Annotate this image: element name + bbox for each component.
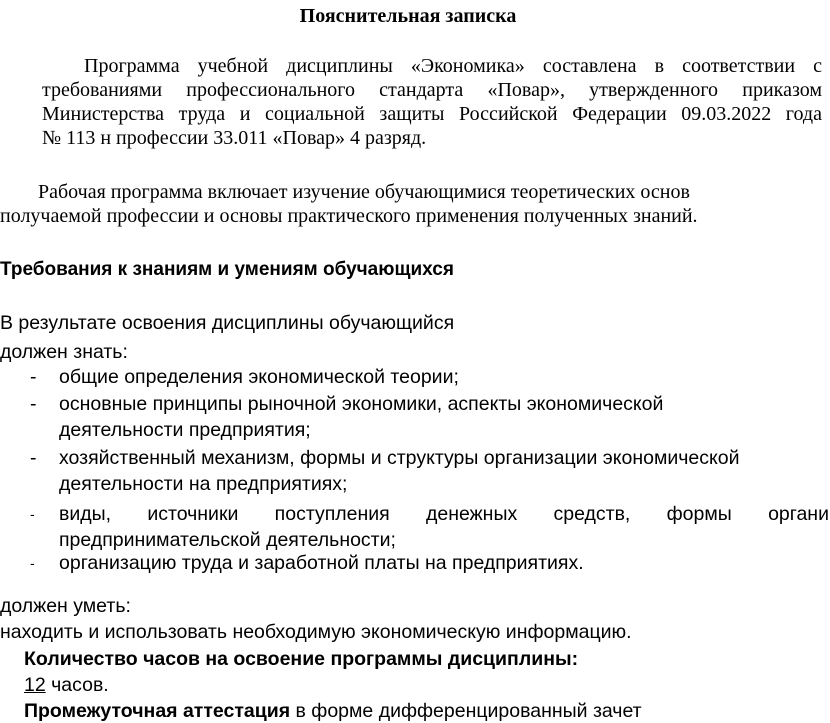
list-dash: -: [30, 447, 37, 469]
list-dash: -: [30, 506, 35, 522]
hours-unit: часов.: [45, 674, 109, 696]
list-word: формы: [666, 503, 732, 525]
result-intro: В результате освоения дисциплины обучающийся: [0, 312, 455, 334]
attestation-text: в форме дифференцированный зачет: [290, 700, 642, 722]
requirements-heading: Требования к знаниям и умениям обучающихся: [0, 259, 454, 280]
work-program-paragraph: [0, 180, 816, 228]
hours-value: 12: [24, 674, 46, 696]
hours-title: Количество часов на освоение программы дисциплины:: [24, 648, 579, 670]
work-program-line: Рабочая программа включает изучение обучающимися теоретических основ: [38, 181, 690, 203]
list-word: виды,: [59, 503, 112, 525]
list-item-text: общие определения экономической теории;: [59, 366, 459, 388]
intro-line: требованиями профессионального стандарта «Повар», утвержденного приказом: [42, 79, 822, 101]
document-title: Пояснительная записка: [299, 5, 517, 27]
list-word: источники: [147, 503, 239, 525]
list-dash: -: [30, 366, 37, 388]
list-item-text: хозяйственный механизм, формы и структуры организации экономической: [59, 447, 740, 469]
work-program-line: получаемой профессии и основы практического применения полученных знаний.: [0, 205, 698, 227]
intro-line: Министерства труда и социальной защиты Российской Федерации 09.03.2022 года: [42, 103, 822, 125]
list-dash: -: [30, 555, 35, 571]
list-item-text-cont: деятельности предприятия;: [59, 419, 311, 441]
list-word: органи: [768, 503, 829, 525]
intro-line: Программа учебной дисциплины «Экономика» составлена в соответствии с: [84, 55, 822, 77]
list-word: средств,: [553, 503, 631, 525]
attestation-line: [24, 699, 642, 723]
list-item-text-cont: предпринимательской деятельности;: [59, 529, 396, 551]
hours-value-line: [24, 673, 109, 697]
attestation-label: Промежуточная аттестация: [24, 700, 291, 722]
intro-paragraph: [0, 54, 822, 150]
intro-line: № 113 н профессии 33.011 «Повар» 4 разряд.: [42, 127, 427, 149]
list-word: поступления: [274, 503, 390, 525]
list-word: денежных: [426, 503, 518, 525]
must-be-able-text: находить и использовать необходимую экономическую информацию.: [0, 621, 632, 643]
list-item-text: основные принципы рыночной экономики, аспекты экономической: [59, 393, 664, 415]
list-item-text-cont: деятельности на предприятиях;: [59, 473, 348, 495]
list-item-text: [59, 502, 829, 526]
list-item-text: организацию труда и заработной платы на предприятиях.: [59, 552, 584, 574]
must-know-label: должен знать:: [0, 341, 128, 363]
list-dash: -: [30, 393, 37, 415]
must-be-able-label: должен уметь:: [0, 595, 131, 617]
